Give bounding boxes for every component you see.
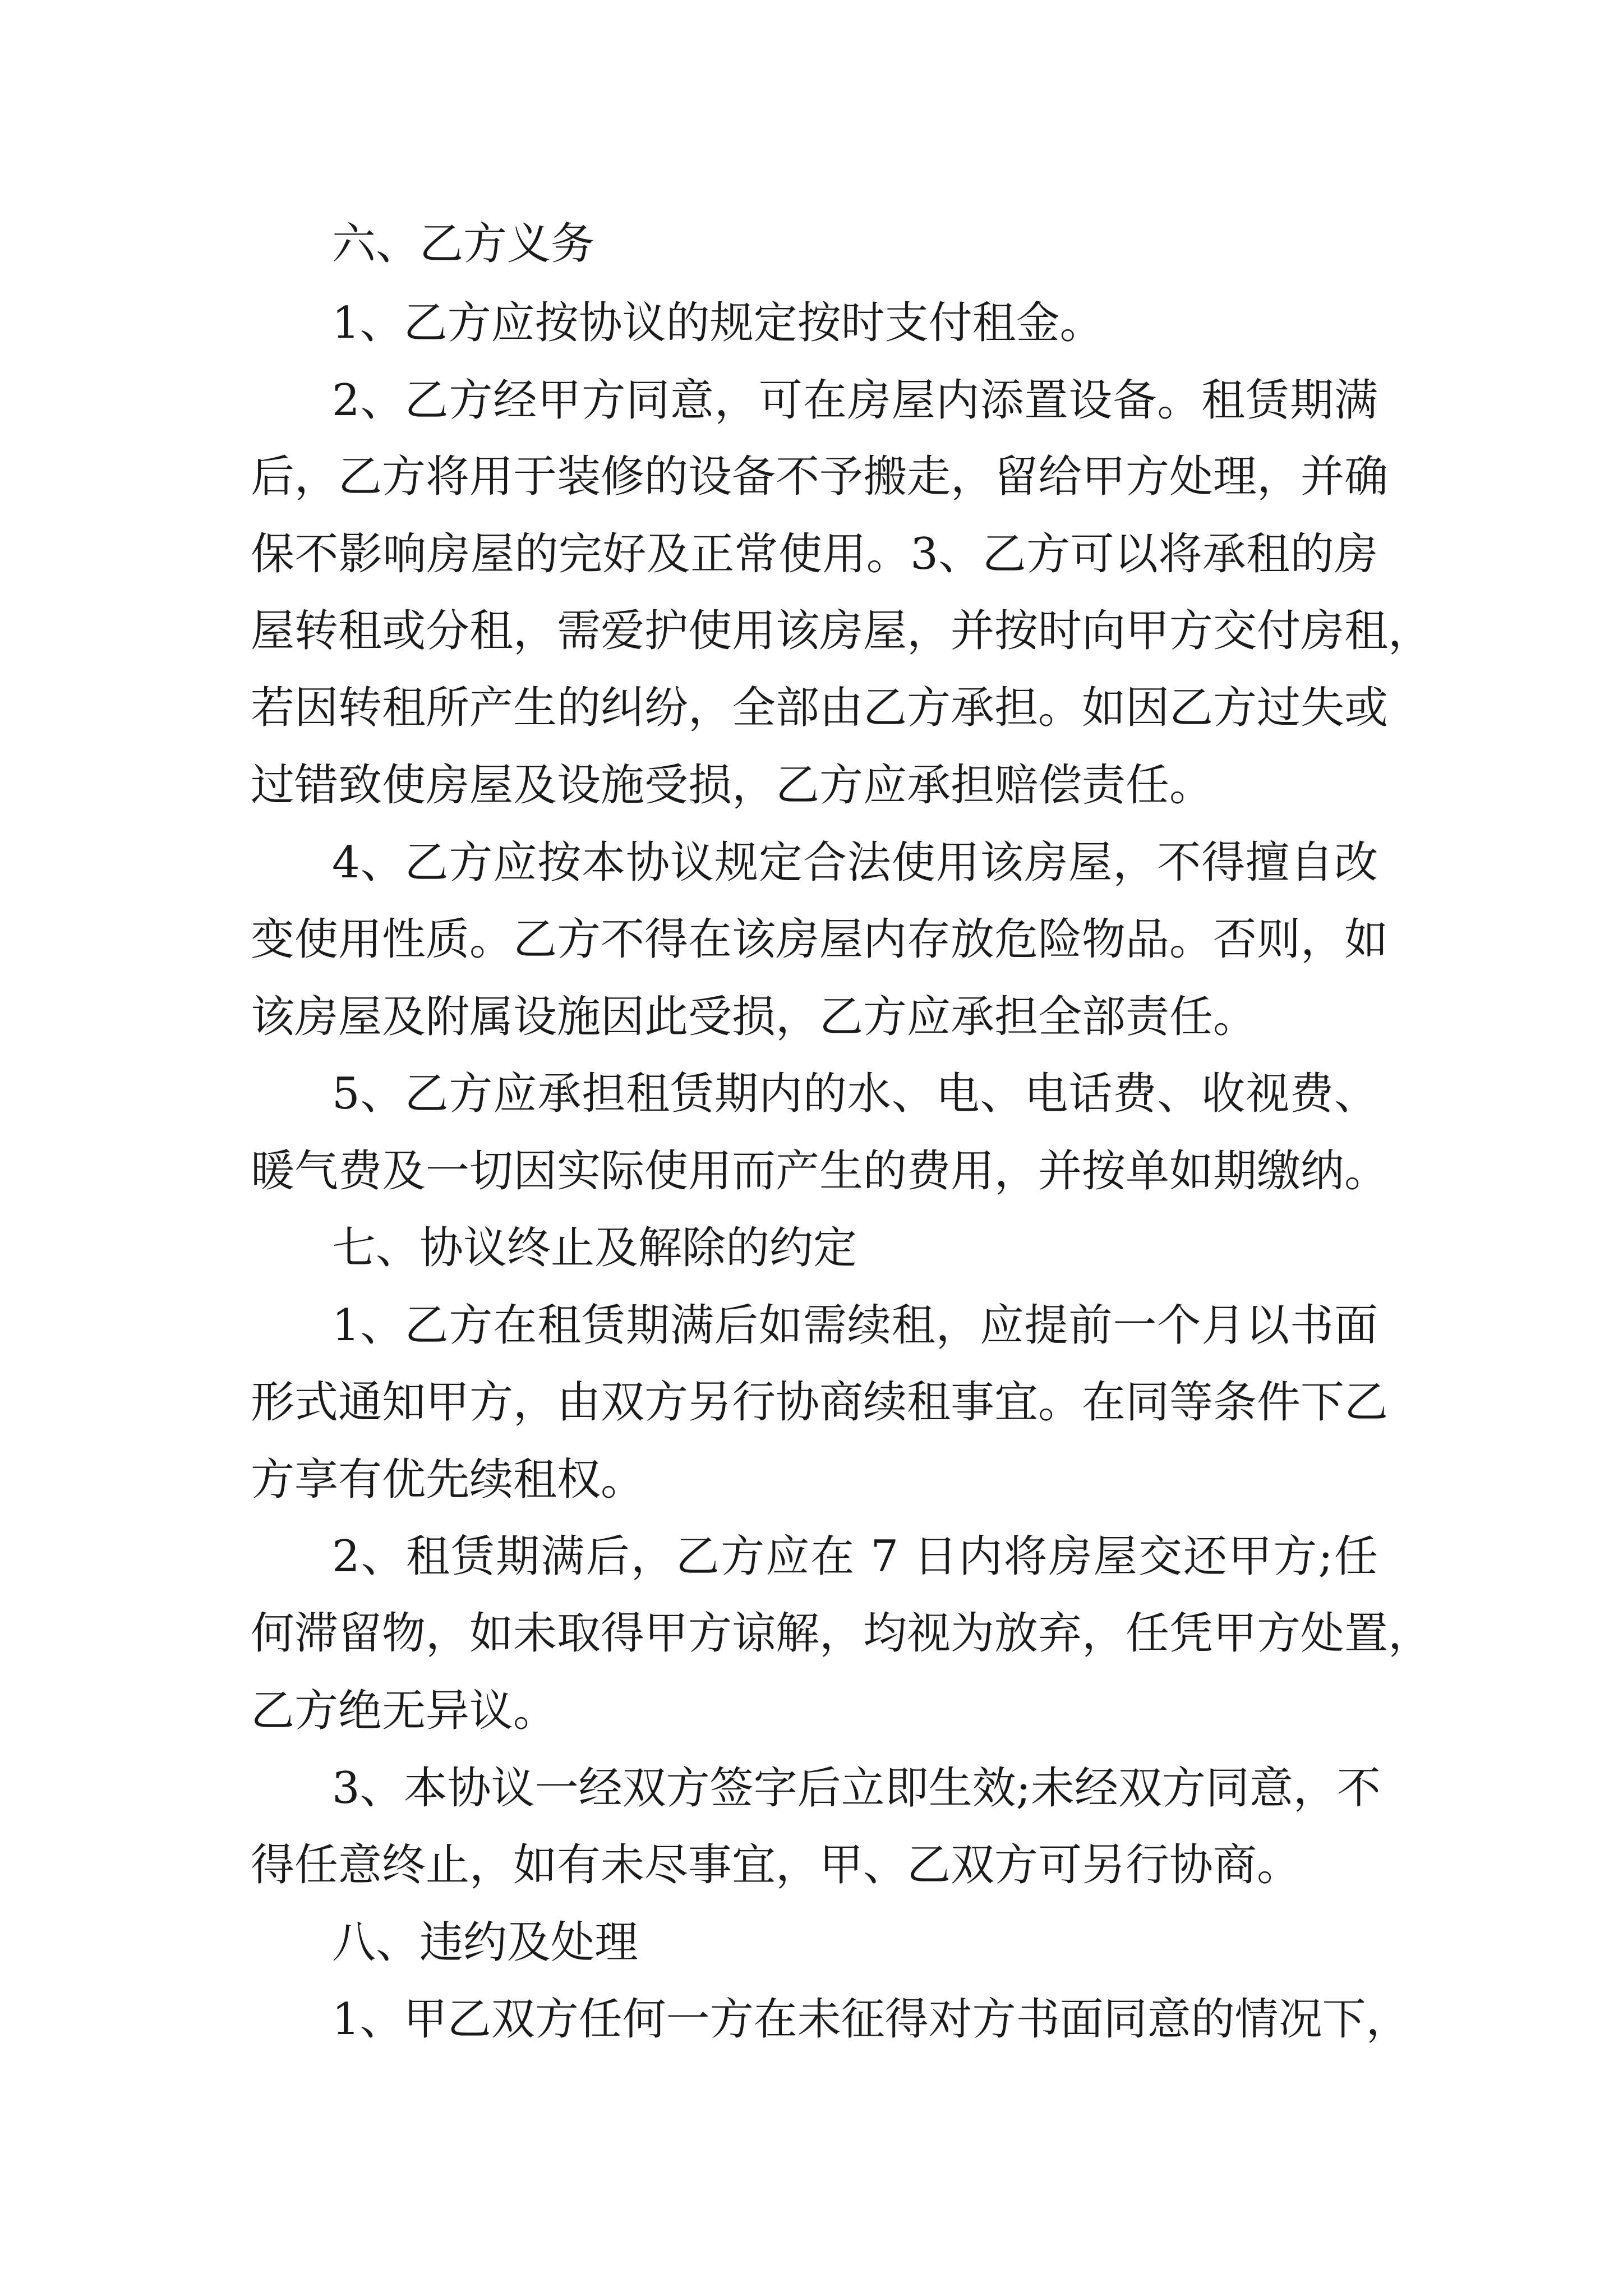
paragraph-line: 乙方绝无异议。 (251, 1686, 557, 1736)
paragraph-line: 2、租赁期满后，乙方应在 7 日内将房屋交还甲方;任 (332, 1531, 1378, 1582)
section-heading-breach: 八、违约及处理 (332, 1917, 639, 1968)
paragraph-line: 2、乙方经甲方同意，可在房屋内添置设备。租赁期满 (332, 375, 1378, 426)
paragraph-line: 变使用性质。乙方不得在该房屋内存放危险物品。否则，如 (251, 914, 1389, 965)
paragraph-line: 该房屋及附属设施因此受损，乙方应承担全部责任。 (251, 992, 1257, 1042)
section-heading-termination: 七、协议终止及解除的约定 (332, 1223, 857, 1273)
paragraph-line: 若因转租所产生的纠纷，全部由乙方承担。如因乙方过失或 (251, 683, 1389, 733)
paragraph-line: 过错致使房屋及设施受损，乙方应承担赔偿责任。 (251, 760, 1214, 811)
paragraph-line: 保不影响房屋的完好及正常使用。3、乙方可以将承租的房 (251, 529, 1378, 579)
paragraph-line: 暖气费及一切因实际使用而产生的费用，并按单如期缴纳。 (251, 1146, 1389, 1197)
paragraph-line: 得任意终止，如有未尽事宜，甲、乙双方可另行协商。 (251, 1840, 1301, 1890)
paragraph-line: 方享有优先续租权。 (251, 1455, 645, 1505)
paragraph-line: 1、乙方在租赁期满后如需续租，应提前一个月以书面 (332, 1300, 1378, 1351)
paragraph-line: 4、乙方应按本协议规定合法使用该房屋，不得擅自改 (332, 838, 1378, 888)
paragraph-line: 5、乙方应承担租赁期内的水、电、电话费、收视费、 (332, 1069, 1378, 1119)
paragraph-line: 屋转租或分租，需爱护使用该房屋，并按时向甲方交付房租， (251, 606, 1432, 656)
paragraph-line: 1、乙方应按协议的规定按时支付租金。 (332, 298, 1104, 348)
paragraph-line: 何滞留物，如未取得甲方谅解，均视为放弃，任凭甲方处置， (251, 1608, 1432, 1659)
paragraph-line: 后，乙方将用于装修的设备不予搬走，留给甲方处理，并确 (251, 452, 1389, 502)
paragraph-line: 1、甲乙双方任何一方在未征得对方书面同意的情况下， (332, 1994, 1410, 2045)
paragraph-line: 形式通知甲方，由双方另行协商续租事宜。在同等条件下乙 (251, 1377, 1389, 1428)
section-heading-party-b-obligations: 六、乙方义务 (332, 219, 595, 269)
paragraph-line: 3、本协议一经双方签字后立即生效;未经双方同意，不 (332, 1763, 1381, 1814)
